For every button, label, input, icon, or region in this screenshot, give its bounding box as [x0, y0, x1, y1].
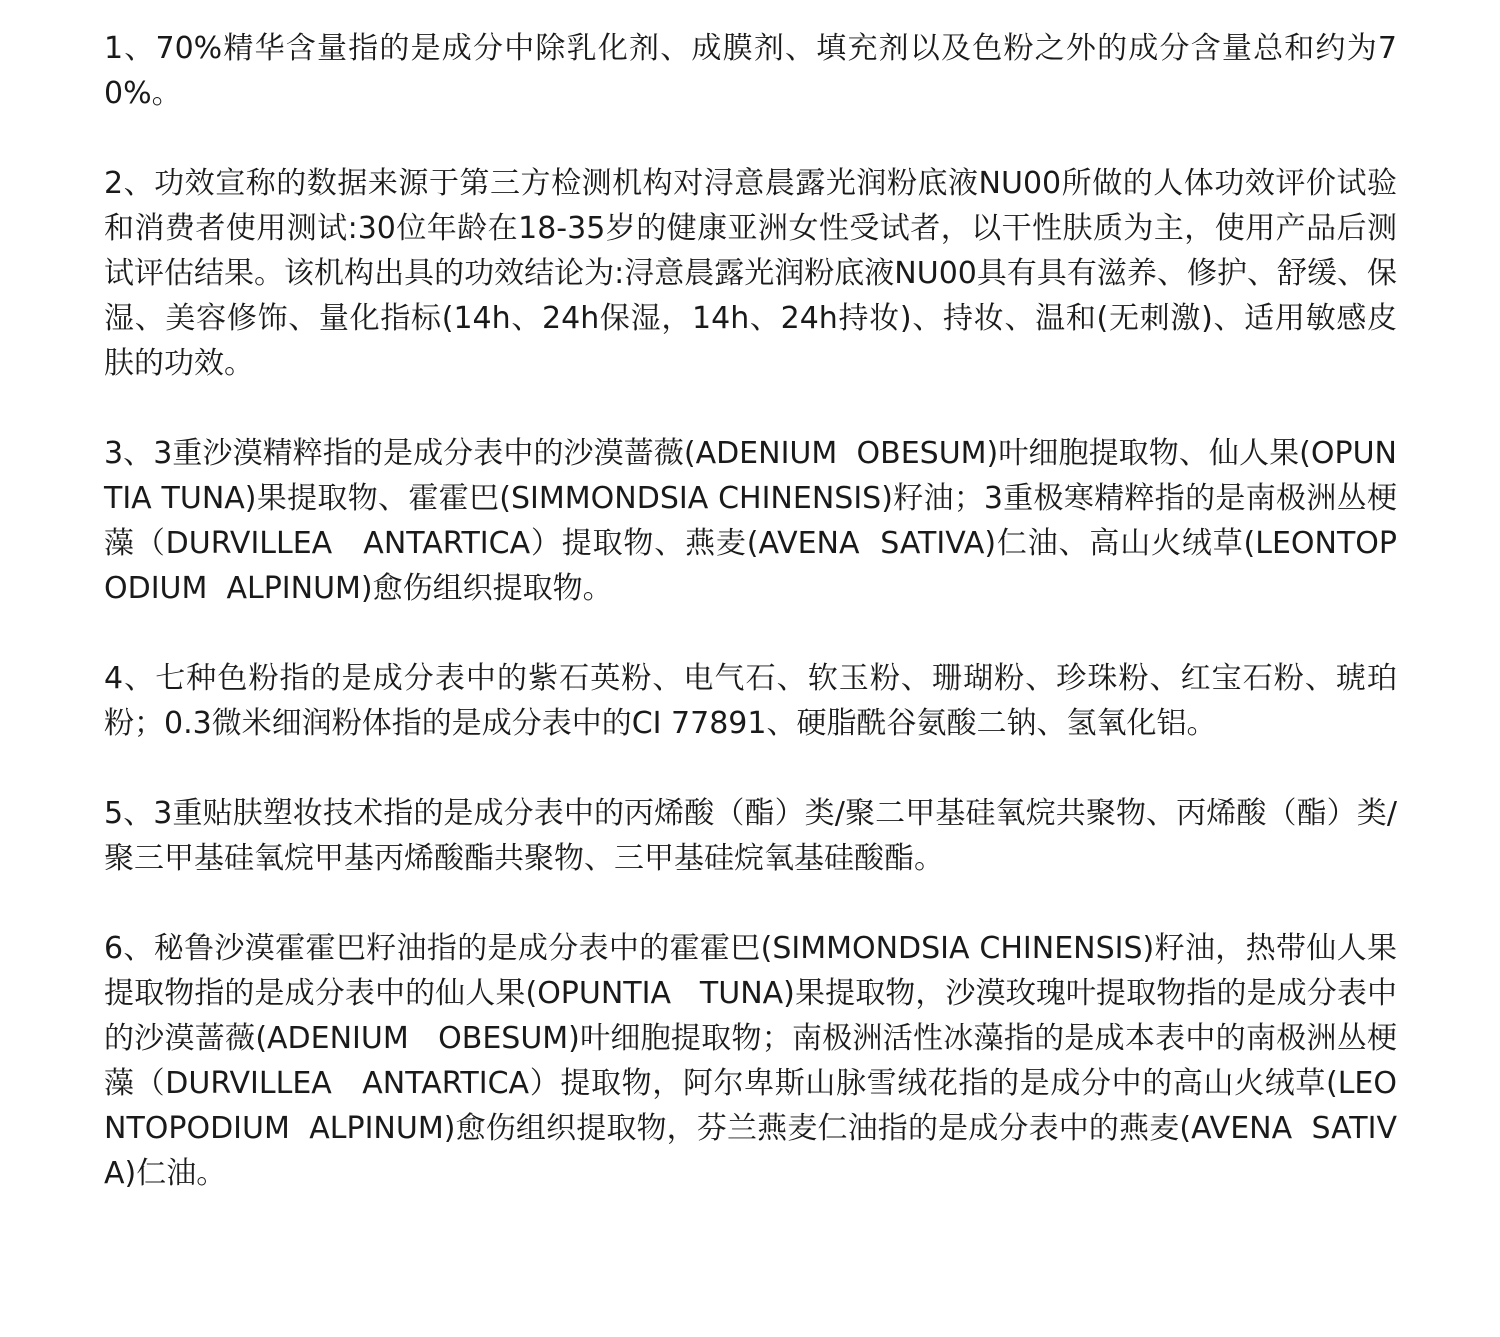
note-2: 2、功效宣称的数据来源于第三方检测机构对浔意晨露光润粉底液NU00所做的人体功效评价试验和消费者使用测试:30位年龄在18-35岁的健康亚洲女性受试者，以干性肤质为主，使用产品后测试评估结果。该机构出具的功效结论为:浔意晨露光润粉底液NU00具有具有滋养、修护、舒缓、保湿、美容修饰、量化指标(14h、24h保湿，14h、24h持妆)、持妆、温和(无刺激)、适用敏感皮肤的功效。	[104, 166, 1397, 381]
note-1: 1、70%精华含量指的是成分中除乳化剂、成膜剂、填充剂以及色粉之外的成分含量总和约为70%。	[104, 31, 1397, 111]
note-6: 6、秘鲁沙漠霍霍巴籽油指的是成分表中的霍霍巴(SIMMONDSIA CHINENSIS)籽油，热带仙人果提取物指的是成分表中的仙人果(OPUNTIA TUNA)果提取物，沙漠玫瑰叶提取物指的是成分表中的沙漠蔷薇(ADENIUM OBESUM)叶细胞提取物；南极洲活性冰藻指的是成本表中的南极洲丛梗藻（DURVILLEA ANTARTICA）提取物，阿尔卑斯山脉雪绒花指的是成分中的高山火绒草(LEONTOPODIUM ALPINUM)愈伤组织提取物，芬兰燕麦仁油指的是成分表中的燕麦(AVENA SATIVA)仁油。	[104, 931, 1397, 1191]
notes-document	[104, 26, 1397, 1196]
note-5: 5、3重贴肤塑妆技术指的是成分表中的丙烯酸（酯）类/聚二甲基硅氧烷共聚物、丙烯酸（酯）类/聚三甲基硅氧烷甲基丙烯酸酯共聚物、三甲基硅烷氧基硅酸酯。	[104, 796, 1397, 876]
note-3: 3、3重沙漠精粹指的是成分表中的沙漠蔷薇(ADENIUM OBESUM)叶细胞提取物、仙人果(OPUNTIA TUNA)果提取物、霍霍巴(SIMMONDSIA CHINENSIS)籽油；3重极寒精粹指的是南极洲丛梗藻（DURVILLEA ANTARTICA）提取物、燕麦(AVENA SATIVA)仁油、高山火绒草(LEONTOPODIUM ALPINUM)愈伤组织提取物。	[104, 436, 1397, 606]
note-4: 4、七种色粉指的是成分表中的紫石英粉、电气石、软玉粉、珊瑚粉、珍珠粉、红宝石粉、琥珀粉；0.3微米细润粉体指的是成分表中的CI 77891、硬脂酰谷氨酸二钠、氢氧化铝。	[104, 661, 1397, 741]
